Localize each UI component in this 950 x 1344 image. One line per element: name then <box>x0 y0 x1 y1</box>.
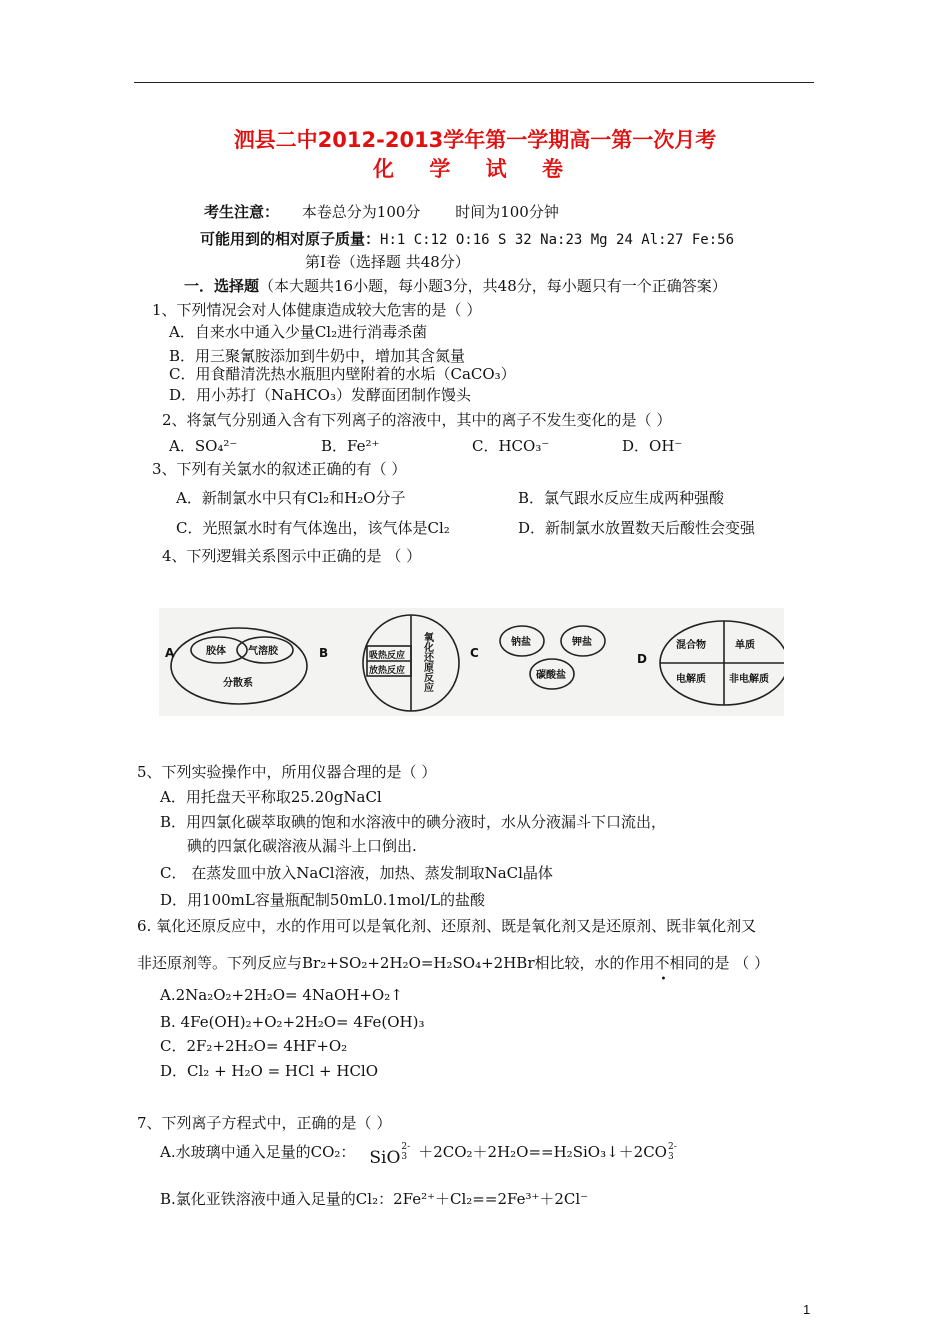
notice-label: 考生注意： <box>204 203 280 221</box>
q3-option-d: D．新制氯水放置数天后酸性会变强 <box>518 519 756 537</box>
diagram-a-aerosol-label: 气溶胶 <box>248 646 278 657</box>
q6-option-d: D．Cl₂ + H₂O = HCl + HClO <box>160 1062 379 1080</box>
diagram-d-mixture-label: 混合物 <box>676 640 706 651</box>
top-rule <box>134 82 814 83</box>
q6-option-a: A.2Na₂O₂+2H₂O= 4NaOH+O₂↑ <box>160 986 403 1004</box>
q3-stem: 3、下列有关氯水的叙述正确的有（ ） <box>152 460 407 478</box>
notice-line <box>204 202 559 222</box>
q7-a-end-sup: 2- <box>667 1142 677 1152</box>
q7-a-ion-sup: 2- <box>401 1142 411 1152</box>
part1-title: 第Ⅰ卷（选择题 共48分） <box>305 253 470 271</box>
q7-option-b: B.氯化亚铁溶液中通入足量的Cl₂：2Fe²⁺＋Cl₂==2Fe³⁺＋2Cl⁻ <box>160 1190 589 1208</box>
diagram-d-nonelectrolyte-label: 非电解质 <box>729 674 769 685</box>
q2-option-d: D．OH⁻ <box>622 437 683 455</box>
q3-option-b: B．氯气跟水反应生成两种强酸 <box>518 489 725 507</box>
q2-option-c: C．HCO₃⁻ <box>472 437 550 455</box>
q7-a-end-charge <box>668 1142 677 1162</box>
q1-option-c: C．用食醋清洗热水瓶胆内壁附着的水垢（CaCO₃） <box>169 365 516 383</box>
exam-subtitle: 化 学 试 卷 <box>373 157 577 181</box>
q5-option-a: A．用托盘天平称取25.20gNaCl <box>160 788 382 806</box>
q7-stem: 7、下列离子方程式中，正确的是（ ） <box>137 1114 392 1132</box>
emphasis-dot-icon: • <box>660 974 667 985</box>
q7-a-end-sub: 3 <box>667 1152 674 1162</box>
q5-option-b-line2: 碘的四氯化碳溶液从漏斗上口倒出. <box>187 837 417 855</box>
notice-time: 时间为100分钟 <box>455 203 559 221</box>
diagram-c-letter: C <box>470 646 479 660</box>
atomic-mass-line <box>200 229 734 250</box>
q6-option-c: C．2F₂+2H₂O= 4HF+O₂ <box>160 1037 348 1055</box>
q5-option-b-line1: B．用四氯化碳萃取碘的饱和水溶液中的碘分液时，水从分液漏斗下口流出， <box>160 813 667 831</box>
diagram-b-exothermic-label: 放热反应 <box>369 666 406 676</box>
q7-a-ion-sub: 3 <box>401 1152 408 1162</box>
notice-score: 本卷总分为100分 <box>301 203 421 221</box>
q3-option-c: C．光照氯水时有气体逸出，该气体是Cl₂ <box>176 519 450 537</box>
q7-a-ion: SiO <box>369 1148 401 1168</box>
diagram-a-letter: A <box>165 646 175 660</box>
q6-stem-part1: 非还原剂等。下列反应与Br₂+SO₂+2H₂O=H₂SO₄+2HBr相比较，水的作用 <box>137 954 655 972</box>
q2-option-a: A．SO₄²⁻ <box>169 437 238 455</box>
q1-option-a: A．自来水中通入少量Cl₂进行消毒杀菌 <box>169 323 428 341</box>
diagram-a-colloid-label: 胶体 <box>206 646 226 657</box>
q4-stem: 4、下列逻辑关系图示中正确的是 （ ） <box>162 547 422 565</box>
q4-diagram-figure <box>159 608 784 716</box>
q7-option-a <box>160 1142 677 1168</box>
q6-stem-line1: 6. 氧化还原反应中，水的作用可以是氧化剂、还原剂、既是氧化剂又是还原剂、既非氧化剂又 <box>137 917 757 935</box>
diagram-c-potassium-salt-label: 钾盐 <box>572 637 592 648</box>
q1-stem: 1、下列情况会对人体健康造成较大危害的是（ ） <box>152 301 482 319</box>
section-label: 一．选择题 <box>184 277 260 295</box>
q2-option-b: B．Fe²⁺ <box>321 437 380 455</box>
q6-option-b: B. 4Fe(OH)₂+O₂+2H₂O= 4Fe(OH)₃ <box>160 1013 425 1031</box>
q7-a-prefix: A.水玻璃中通入足量的CO₂： <box>160 1143 356 1161</box>
q5-option-c: C． 在蒸发皿中放入NaCl溶液，加热、蒸发制取NaCl晶体 <box>160 864 553 882</box>
diagram-b-redox-label: 氧化还原反应 <box>421 632 433 692</box>
exam-title: 泗县二中2012-2013学年第一学期高一第一次月考 <box>233 128 717 152</box>
q1-option-b: B．用三聚氰胺添加到牛奶中，增加其含氮量 <box>169 347 466 365</box>
q2-stem: 2、将氯气分别通入含有下列离子的溶液中，其中的离子不发生变化的是（ ） <box>162 411 672 429</box>
q3-option-a: A．新制氯水中只有Cl₂和H₂O分子 <box>176 489 406 507</box>
logic-diagrams <box>159 608 784 716</box>
diagram-c-carbonate-label: 碳酸盐 <box>536 670 566 681</box>
page-number: 1 <box>803 1302 811 1317</box>
q5-option-d: D．用100mL容量瓶配制50mL0.1mol/L的盐酸 <box>160 891 486 909</box>
q6-stem-part2: 相同的是 （ ） <box>669 954 770 972</box>
q6-stem-line2 <box>137 953 770 985</box>
q7-a-ion-charge <box>401 1142 410 1162</box>
diagram-d-electrolyte-label: 电解质 <box>676 674 706 685</box>
q1-option-d: D．用小苏打（NaHCO₃）发酵面团制作馒头 <box>169 386 471 404</box>
atomic-mass-label: 可能用到的相对原子质量： <box>200 230 381 248</box>
diagram-a-outer-ellipse <box>171 628 307 704</box>
diagram-a-dispersion-label: 分散系 <box>223 678 253 689</box>
q7-a-equation: ＋2CO₂＋2H₂O==H₂SiO₃↓＋2CO <box>418 1143 667 1161</box>
section-heading <box>184 276 727 296</box>
section-desc: （本大题共16小题，每小题3分，共48分，每小题只有一个正确答案） <box>259 277 727 295</box>
diagram-d-element-label: 单质 <box>735 640 755 651</box>
q6-emphasis-text: 不 <box>654 954 670 972</box>
atomic-mass-values: H:1 C:12 O:16 S 32 Na:23 Mg 24 Al:27 Fe:56 <box>380 232 735 248</box>
diagram-c-sodium-salt-label: 钠盐 <box>511 637 531 648</box>
diagram-d-letter: D <box>637 652 647 666</box>
q6-emphasis-word <box>654 954 670 985</box>
q5-stem: 5、下列实验操作中，所用仪器合理的是（ ） <box>137 763 437 781</box>
diagram-b-letter: B <box>319 646 329 660</box>
diagram-b-endothermic-label: 吸热反应 <box>369 651 406 661</box>
